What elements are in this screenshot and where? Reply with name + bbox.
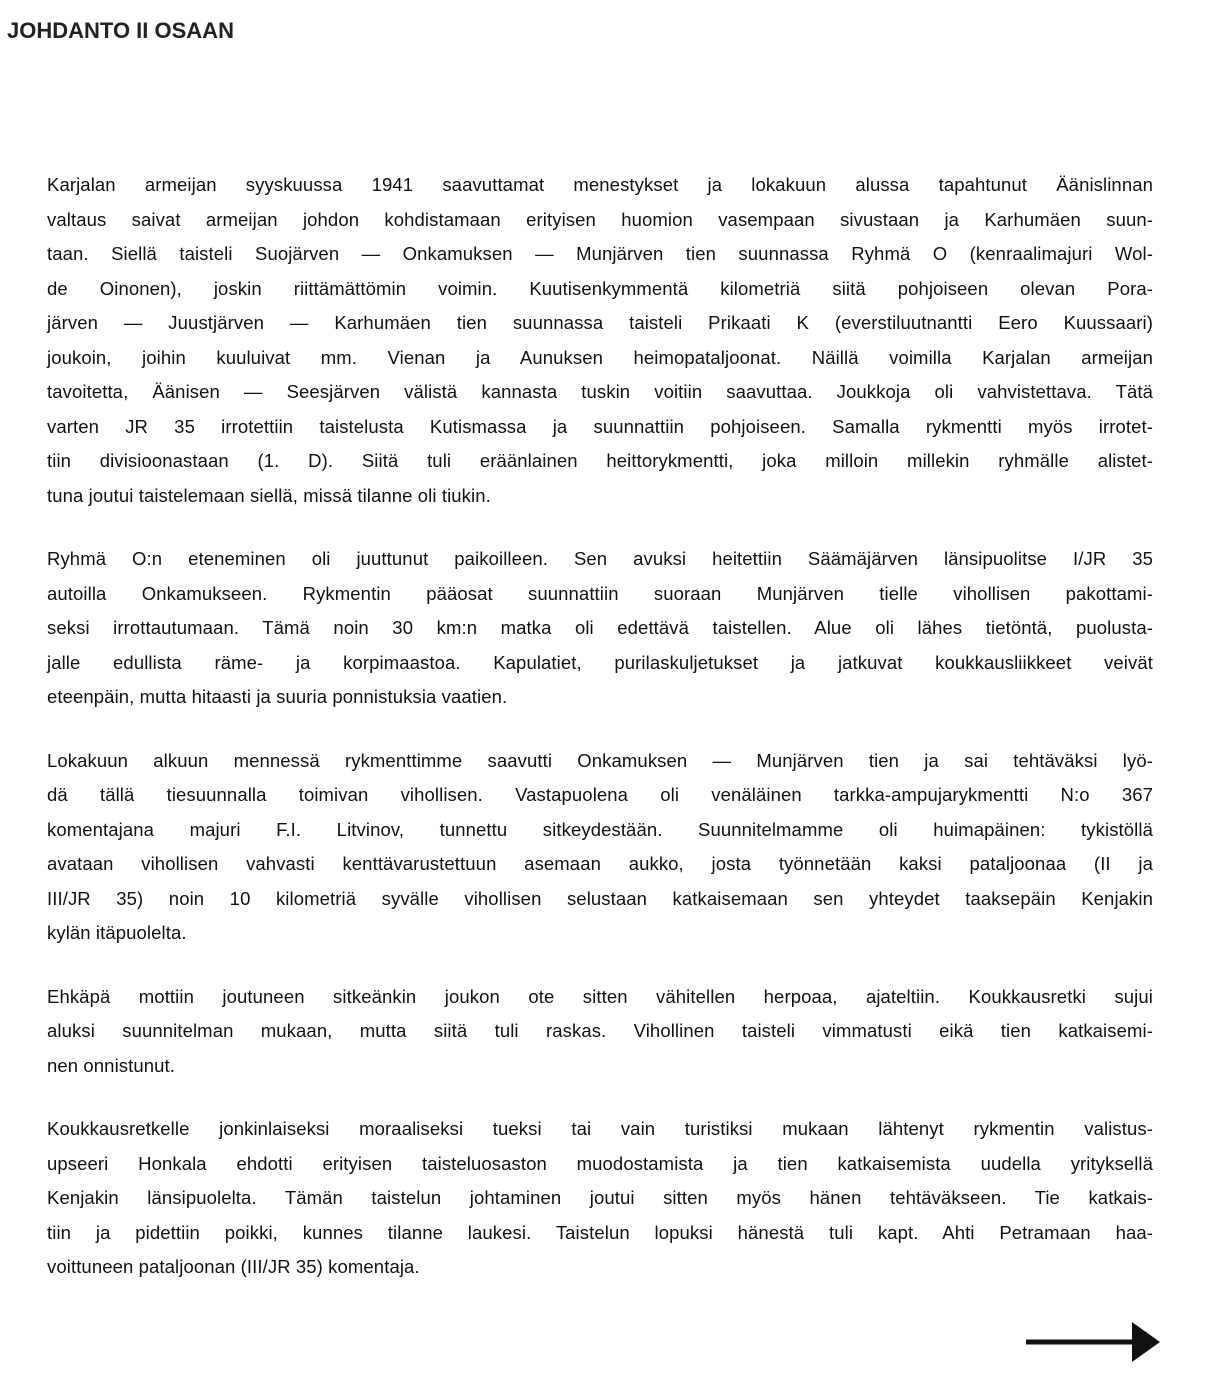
paragraph-4 bbox=[47, 980, 1153, 1084]
text-line: autoilla Onkamukseen. Rykmentin pääosat suunnattiin suoraan Munjärven tielle vihollisen pakottami- bbox=[47, 582, 1153, 604]
text-line: voittuneen pataljoonan (III/JR 35) komentaja. bbox=[47, 1256, 420, 1277]
text-line: valtaus saivat armeijan johdon kohdistamaan erityisen huomion vasempaan sivustaan ja Karhumäen suun- bbox=[47, 208, 1153, 230]
text-line: tiin ja pidettiin poikki, kunnes tilanne laukesi. Taistelun lopuksi hänestä tuli kapt. Ahti Petramaan haa- bbox=[47, 1221, 1153, 1243]
text-line: nen onnistunut. bbox=[47, 1054, 176, 1076]
page-title: JOHDANTO II OSAAN bbox=[7, 18, 234, 43]
text-line: Koukkausretkelle jonkinlaiseksi moraaliseksi tueksi tai vain turistiksi mukaan lähtenyt rykmentin valistus- bbox=[47, 1118, 1153, 1139]
text-line: tiin divisioonastaan (1. D). Siitä tuli eräänlainen heittorykmentti, joka milloin millekin ryhmälle alistet- bbox=[47, 450, 1153, 471]
text-line: de Oinonen), joskin riittämättömin voimin. Kuutisenkymmentä kilometriä siitä pohjoiseen olevan Pora- bbox=[47, 277, 1153, 299]
next-page-button[interactable] bbox=[1024, 1314, 1164, 1370]
text-line: kylän itäpuolelta. bbox=[47, 922, 187, 943]
paragraph-3 bbox=[47, 744, 1153, 951]
body-text bbox=[47, 168, 1153, 1314]
paragraph-1 bbox=[47, 168, 1153, 513]
text-line: tuna joutui taistelemaan siellä, missä tilanne oli tiukin. bbox=[47, 484, 491, 506]
text-line: tavoitetta, Äänisen — Seesjärven välistä kannasta tuskin voitiin saavuttaa. Joukkoja oli vahvistettava. Tätä bbox=[47, 381, 1153, 402]
text-line: varten JR 35 irrotettiin taistelusta Kutismassa ja suunnattiin pohjoiseen. Samalla rykmentti myös irrotet- bbox=[47, 415, 1153, 437]
text-line: upseeri Honkala ehdotti erityisen taisteluosaston muodostamista ja tien katkaisemista uudella yrityksellä bbox=[47, 1152, 1153, 1174]
text-line: komentajana majuri F.I. Litvinov, tunnettu sitkeydestään. Suunnitelmamme oli huimapäinen: tykistöllä bbox=[47, 818, 1153, 840]
text-line: joukoin, joihin kuuluivat mm. Vienan ja Aunuksen heimopataljoonat. Näillä voimilla Karjalan armeijan bbox=[47, 346, 1153, 368]
text-line: taan. Siellä taisteli Suojärven — Onkamuksen — Munjärven tien suunnassa Ryhmä O (kenraalimajuri Wol- bbox=[47, 243, 1153, 264]
text-line: järven — Juustjärven — Karhumäen tien suunnassa taisteli Prikaati K (everstiluutnantti Eero Kuussaari) bbox=[47, 312, 1153, 333]
arrow-right-icon bbox=[1024, 1314, 1164, 1370]
text-line: dä tällä tiesuunnalla toimivan vihollisen. Vastapuolena oli venäläinen tarkka-ampujarykmentti N:o 367 bbox=[47, 784, 1153, 805]
text-line: jalle edullista räme- ja korpimaastoa. Kapulatiet, purilaskuljetukset ja jatkuvat koukkausliikkeet veivät bbox=[47, 651, 1153, 673]
paragraph-2 bbox=[47, 542, 1153, 715]
text-line: Karjalan armeijan syyskuussa 1941 saavuttamat menestykset ja lokakuun alussa tapahtunut Äänislinnan bbox=[47, 174, 1153, 195]
text-line: avataan vihollisen vahvasti kenttävarustettuun asemaan aukko, josta työnnetään kaksi pataljoonaa (II ja bbox=[47, 853, 1153, 874]
text-line: III/JR 35) noin 10 kilometriä syvälle vihollisen selustaan katkaisemaan sen yhteydet taaksepäin Kenjakin bbox=[47, 887, 1153, 909]
paragraph-5 bbox=[47, 1112, 1153, 1285]
text-line: eteenpäin, mutta hitaasti ja suuria ponnistuksia vaatien. bbox=[47, 686, 508, 707]
text-line: Ryhmä O:n eteneminen oli juuttunut paikoilleen. Sen avuksi heitettiin Säämäjärven länsipuolitse I/JR 35 bbox=[47, 548, 1153, 569]
text-line: Ehkäpä mottiin joutuneen sitkeänkin joukon ote sitten vähitellen herpoaa, ajateltiin. Koukkausretki sujui bbox=[47, 985, 1153, 1007]
text-line: aluksi suunnitelman mukaan, mutta siitä tuli raskas. Vihollinen taisteli vimmatusti eikä tien katkaisemi- bbox=[47, 1020, 1153, 1041]
text-line: Kenjakin länsipuolelta. Tämän taistelun johtaminen joutui sitten myös hänen tehtäväkseen. Tie katkais- bbox=[47, 1187, 1153, 1208]
text-line: seksi irrottautumaan. Tämä noin 30 km:n matka oli edettävä taistellen. Alue oli lähes tietöntä, puolusta- bbox=[47, 617, 1153, 638]
text-line: Lokakuun alkuun mennessä rykmenttimme saavutti Onkamuksen — Munjärven tien ja sai tehtäväksi lyö- bbox=[47, 749, 1153, 771]
